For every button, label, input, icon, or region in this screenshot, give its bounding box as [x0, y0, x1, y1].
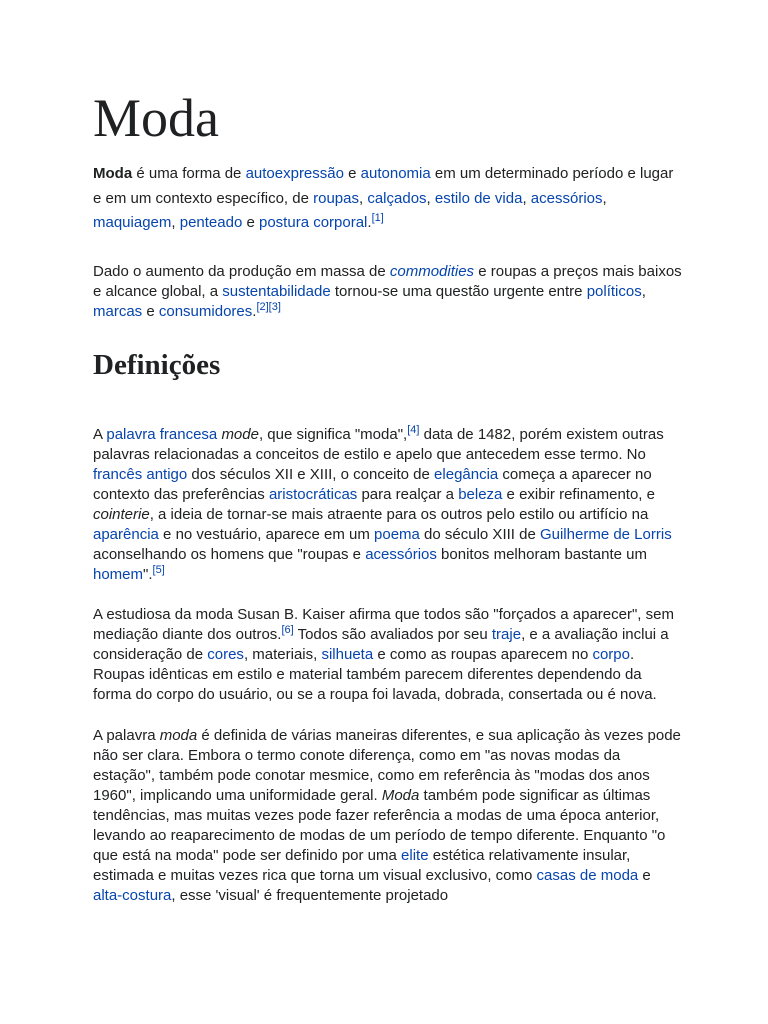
link-penteado[interactable]: penteado — [179, 214, 243, 231]
link-poema[interactable]: poema — [374, 525, 420, 543]
link-postura-corporal[interactable]: postura corporal — [259, 214, 368, 231]
term-moda: moda — [159, 726, 198, 744]
link-acessorios-2[interactable]: acessórios — [365, 545, 437, 563]
link-frances-antigo[interactable]: francês antigo — [93, 465, 188, 483]
link-homem[interactable]: homem — [93, 565, 144, 583]
link-casas-de-moda[interactable]: casas de moda — [536, 866, 639, 884]
link-politicos[interactable]: políticos — [586, 282, 642, 300]
link-calcados[interactable]: calçados — [367, 189, 427, 207]
link-traje[interactable]: traje — [491, 625, 522, 643]
reference-3[interactable]: [3] — [268, 300, 281, 313]
section-heading-definicoes: Definições — [93, 348, 221, 381]
reference-4[interactable]: [4] — [407, 423, 420, 436]
paragraph-kaiser: A estudiosa da moda Susan B. Kaiser afirma que todos são "forçados a aparecer", sem mediação diante dos outros.[6] Todos são avaliados por seu traje, e a avaliação inclui a consideração de cores, materiais, silhueta e como as roupas aparecem no corpo. Roupas idênticas em estilo e material também parecem diferentes dependendo da forma do corpo do usuário, ou se a roupa foi lavada, dobrada, consertada ou é nova. — [93, 605, 674, 703]
term-moda-2: Moda — [381, 786, 420, 804]
link-corpo[interactable]: corpo — [592, 645, 630, 663]
link-guilherme-de-lorris[interactable]: Guilherme de Lorris — [539, 525, 672, 543]
reference-6[interactable]: [6] — [281, 623, 294, 636]
link-cores[interactable]: cores — [207, 645, 244, 663]
link-roupas[interactable]: roupas — [313, 189, 359, 207]
link-palavra-francesa[interactable]: palavra francesa — [106, 425, 218, 443]
link-aparencia[interactable]: aparência — [93, 525, 159, 543]
term-mode: mode — [221, 425, 259, 443]
link-consumidores[interactable]: consumidores — [158, 302, 253, 320]
link-autonomia[interactable]: autonomia — [360, 165, 431, 182]
link-aristocraticas[interactable]: aristocráticas — [268, 485, 358, 503]
link-alta-costura[interactable]: alta-costura — [93, 886, 172, 904]
lead-term: Moda — [93, 165, 133, 182]
term-cointerie: cointerie — [93, 505, 150, 523]
link-estilo-de-vida[interactable]: estilo de vida — [434, 189, 523, 207]
paragraph-etymology: A palavra francesa mode, que significa "moda",[4] data de 1482, porém existem outras palavras relacionadas a conceitos de estilo e apelo que antecedem esse termo. No francês antigo dos séculos XII e XIII, o conceito de elegância começa a aparecer no contexto das preferências aristocráticas para realçar a beleza e exibir refinamento, e cointerie, a ideia de tornar-se mais atraente para os outros pelo estilo ou artifício na aparência e no vestuário, aparece em um poema do século XIII de Guilherme de Lorris aconselhando os homens que "roupas e acessórios bonitos melhoram bastante um homem".[5] — [93, 423, 672, 583]
link-commodities[interactable]: commodities — [389, 262, 475, 280]
link-marcas[interactable]: marcas — [93, 302, 143, 320]
link-autoexpressao[interactable]: autoexpressão — [245, 165, 344, 182]
link-maquiagem[interactable]: maquiagem — [93, 214, 172, 231]
reference-2[interactable]: [2] — [256, 300, 269, 313]
paragraph-sustainability: Dado o aumento da produção em massa de commodities e roupas a preços mais baixos e alcance global, a sustentabilidade tornou-se uma questão urgente entre políticos, marcas e consumidores.[2][3] — [93, 262, 682, 320]
link-silhueta[interactable]: silhueta — [321, 645, 374, 663]
reference-1[interactable]: [1] — [371, 212, 384, 224]
article-content — [93, 78, 683, 927]
link-elite[interactable]: elite — [401, 846, 429, 864]
paragraph-definitions: A palavra moda é definida de várias maneiras diferentes, e sua aplicação às vezes pode não ser clara. Embora o termo conote diferença, como em "as novas modas da estação", também pode conotar mesmice, como em referência às "modas dos anos 1960", implicando uma uniformidade geral. Moda também pode significar as últimas tendências, mas muitas vezes pode fazer referência a modas de uma época anterior, levando ao reaparecimento de modas de um período de tempo diferente. Enquanto "o que está na moda" pode ser definido por uma elite estética relativamente insular, estimada e muitas vezes rica que torna um visual exclusivo, como casas de moda e alta-costura, esse 'visual' é frequentemente projetado — [93, 726, 681, 904]
link-sustentabilidade[interactable]: sustentabilidade — [222, 282, 331, 300]
reference-5[interactable]: [5] — [152, 563, 165, 576]
link-elegancia[interactable]: elegância — [434, 465, 499, 483]
lead-paragraph: Moda é uma forma de autoexpressão e autonomia em um determinado período e lugar e em um contexto específico, de roupas, calçados, estilo de vida, acessórios, maquiagem, penteado e postura corporal.[1] — [93, 165, 674, 231]
page-title: Moda — [93, 88, 219, 148]
link-beleza[interactable]: beleza — [458, 485, 503, 503]
link-acessorios[interactable]: acessórios — [530, 189, 603, 207]
